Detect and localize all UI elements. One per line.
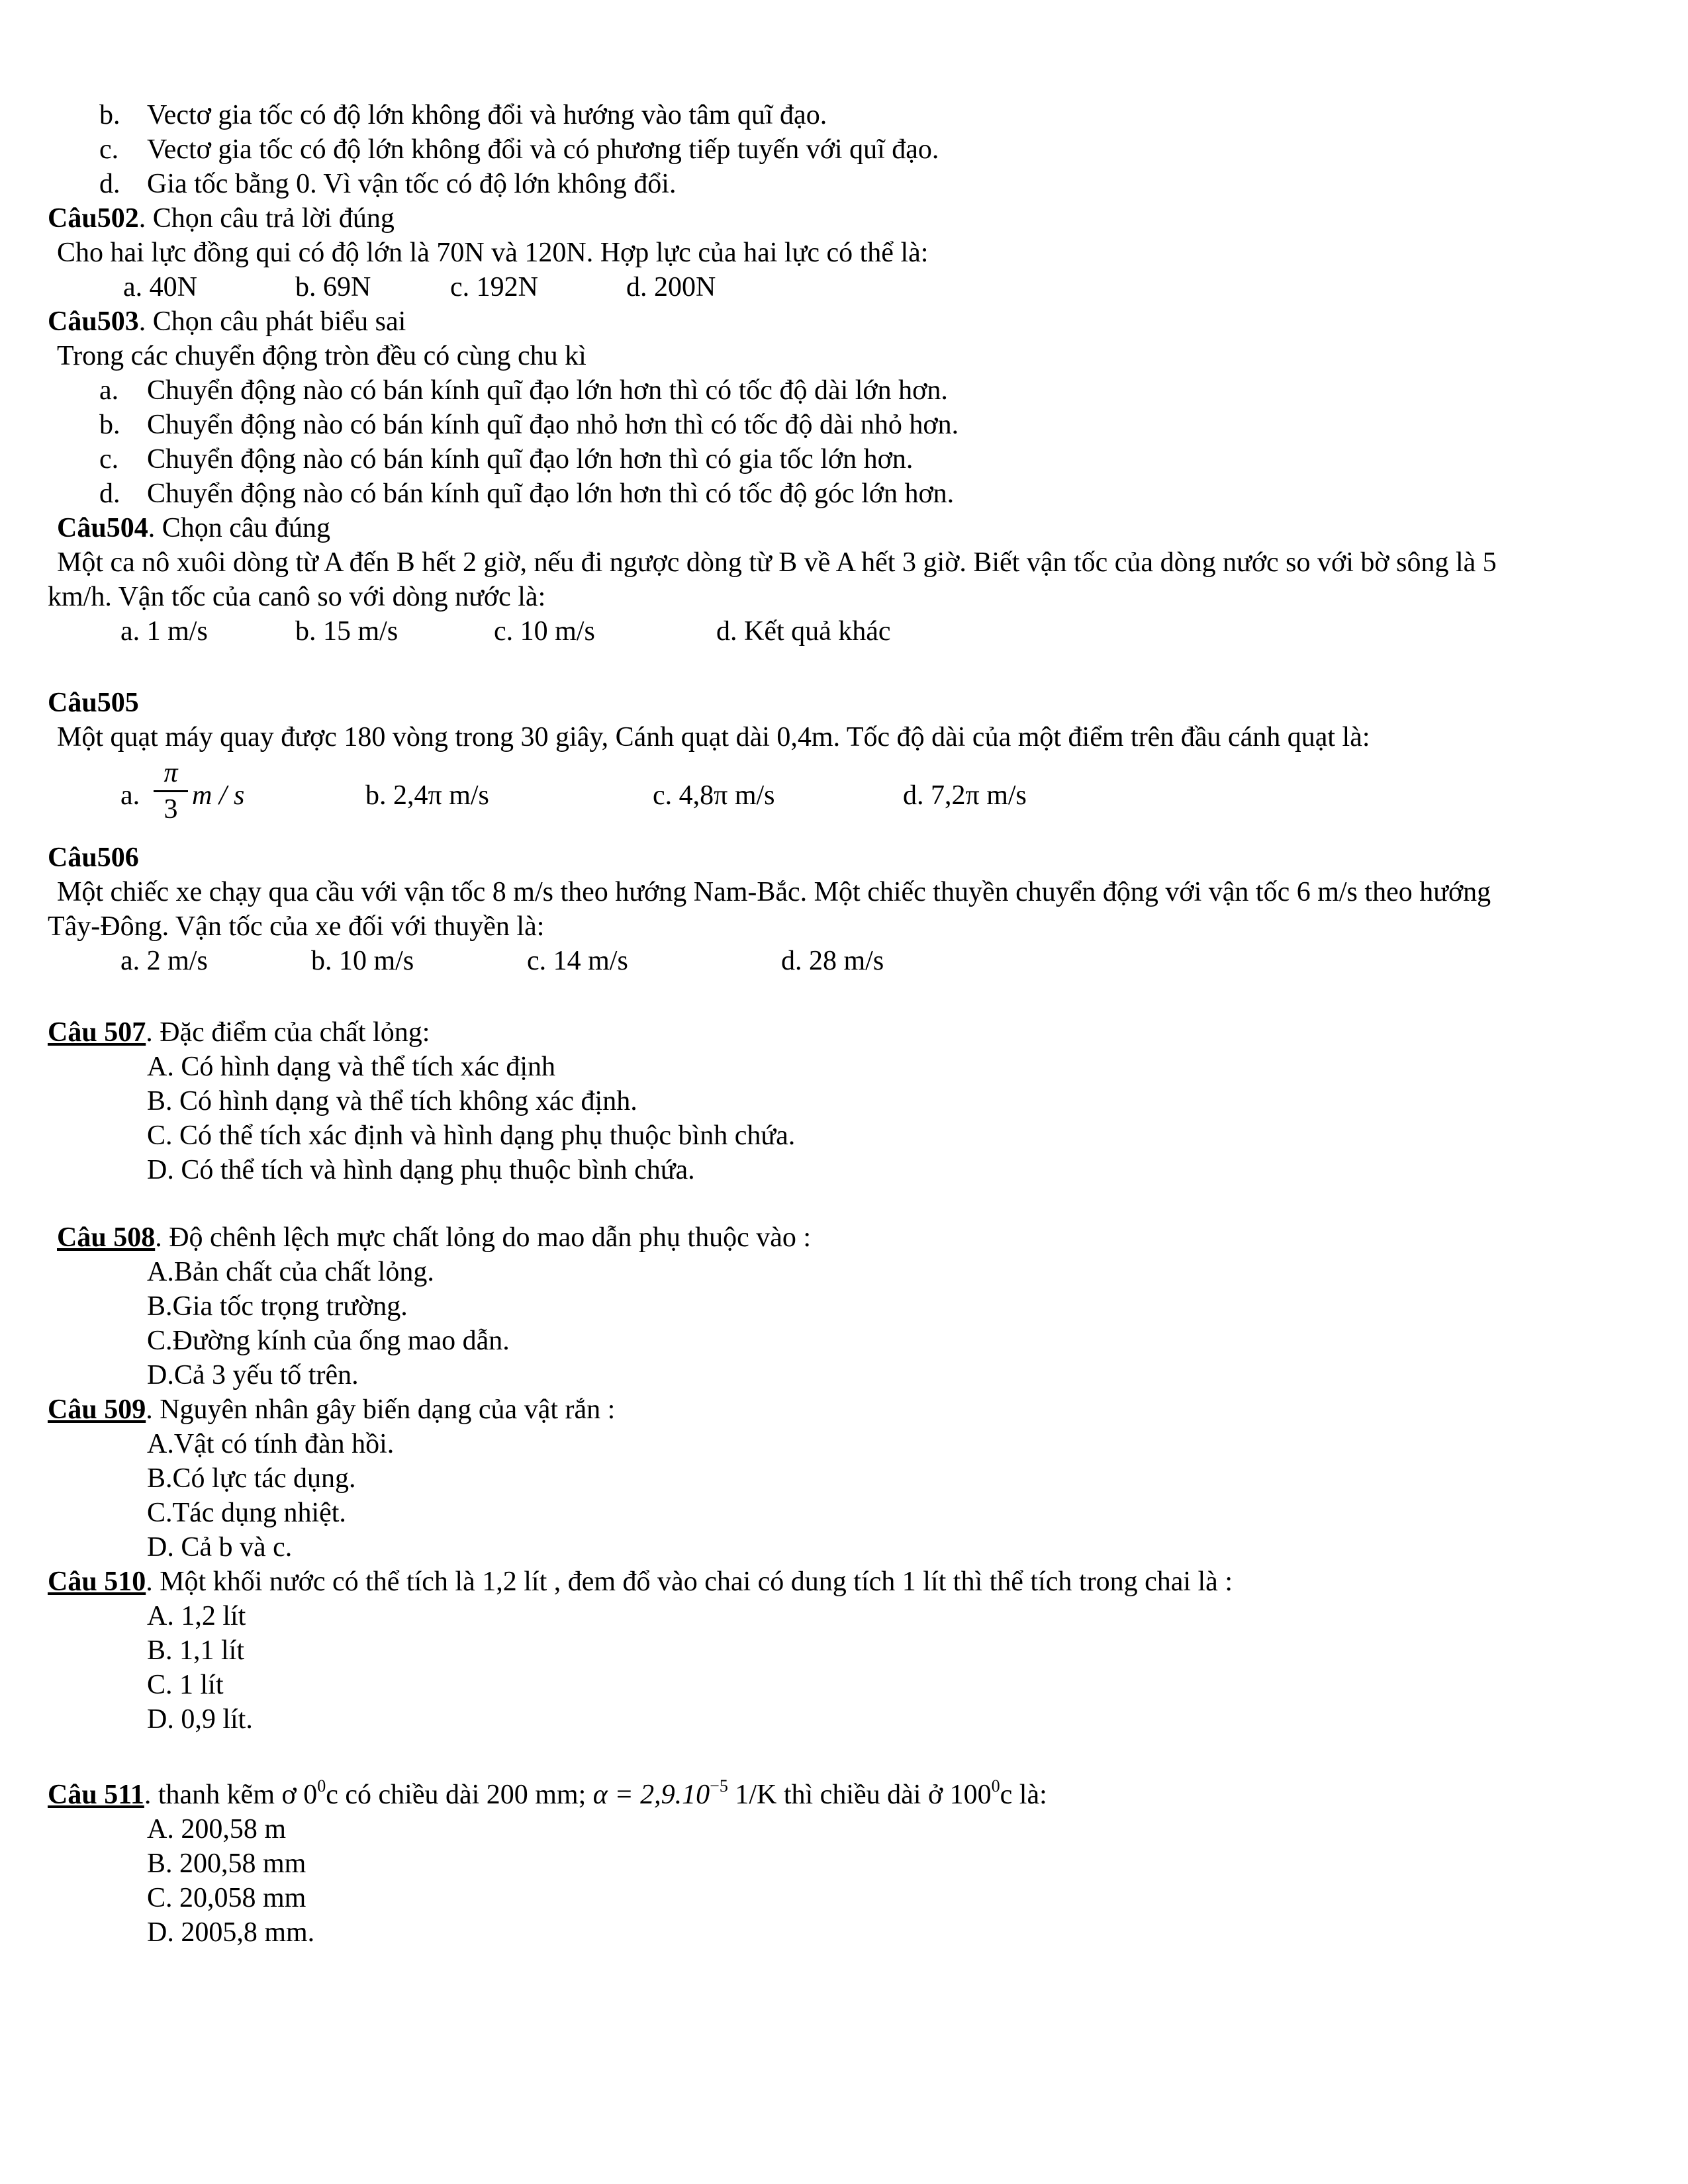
option-D: D. 0,9 lít.: [147, 1704, 253, 1735]
question-instruction: . Một khối nước có thể tích là 1,2 lít , đem đổ vào chai có dung tích 1 lít thì thể tích trong chai là :: [146, 1567, 1233, 1597]
option-b-text: Chuyển động nào có bán kính quĩ đạo nhỏ hơn thì có tốc độ dài nhỏ hơn.: [147, 410, 959, 440]
option-B: B.Gia tốc trọng trường.: [147, 1291, 408, 1322]
option-d-label: d.: [99, 169, 120, 199]
question-instruction: . Độ chênh lệch mực chất lỏng do mao dẫn phụ thuộc vào :: [155, 1222, 812, 1253]
question-heading: [48, 1015, 430, 1050]
option-C: C. 1 lít: [147, 1670, 224, 1700]
option-a-unit: m / s: [192, 780, 245, 811]
question-text-part-3: 1/K thì chiều dài ở: [727, 1780, 950, 1810]
question-heading: [48, 1778, 1047, 1812]
option-B: B.Có lực tác dụng.: [147, 1463, 356, 1494]
question-text-part-1: . thanh kẽm ơ: [144, 1780, 304, 1810]
option-b-label: b.: [99, 100, 120, 130]
option-b: b. 2,4π m/s: [365, 780, 489, 811]
option-d: d. 7,2π m/s: [903, 780, 1027, 811]
option-D: D.Cả 3 yếu tố trên.: [147, 1360, 359, 1390]
question-heading: [48, 201, 395, 236]
option-C: C.Đường kính của ống mao dẫn.: [147, 1326, 510, 1356]
option-c: c. 10 m/s: [494, 616, 595, 647]
option-c: c. 192N: [450, 272, 538, 302]
option-B: B. Có hình dạng và thể tích không xác định.: [147, 1086, 637, 1116]
option-d-text: Chuyển động nào có bán kính quĩ đạo lớn hơn thì có tốc độ góc lớn hơn.: [147, 478, 955, 509]
question-number: Câu505: [48, 688, 139, 718]
question-heading: [48, 304, 406, 339]
option-b: b. 10 m/s: [311, 946, 414, 976]
question-heading: [48, 1392, 615, 1427]
question-heading: [57, 511, 330, 545]
question-number: Câu 511: [48, 1780, 144, 1810]
temperature-end: 100: [949, 1780, 992, 1810]
option-D: D. 2005,8 mm.: [147, 1917, 315, 1948]
question-stem-line-1: Một ca nô xuôi dòng từ A đến B hết 2 giờ, nếu đi ngược dòng từ B về A hết 3 giờ. Biết vận tốc của dòng nước so với bờ sông là 5: [57, 547, 1497, 578]
option-a-text: Chuyển động nào có bán kính quĩ đạo lớn hơn thì có tốc độ dài lớn hơn.: [147, 375, 948, 406]
option-A: A. 200,58 m: [147, 1814, 286, 1844]
option-a: a. 40N: [123, 272, 197, 302]
option-d: d. 200N: [626, 272, 716, 302]
question-number: Câu 509: [48, 1394, 146, 1425]
option-c: c. 4,8π m/s: [653, 780, 775, 811]
question-stem: Một quạt máy quay được 180 vòng trong 30 giây, Cánh quạt dài 0,4m. Tốc độ dài của một điểm trên đầu cánh quạt là:: [57, 722, 1370, 752]
question-stem-line-2: Tây-Đông. Vận tốc của xe đối với thuyền là:: [48, 911, 545, 942]
pi-over-3-fraction: [154, 756, 188, 827]
option-b-label: b.: [99, 410, 120, 440]
option-d-text: Gia tốc bằng 0. Vì vận tốc có độ lớn không đổi.: [147, 169, 677, 199]
option-c: c. 14 m/s: [527, 946, 628, 976]
question-instruction: . Nguyên nhân gây biến dạng của vật rắn :: [146, 1394, 616, 1425]
exponent-superscript: −5: [710, 1776, 728, 1796]
question-stem-line-2: km/h. Vận tốc của canô so với dòng nước là:: [48, 582, 546, 612]
question-instruction: . Chọn câu đúng: [148, 513, 330, 543]
option-B: B. 200,58 mm: [147, 1848, 306, 1879]
option-C: C.Tác dụng nhiệt.: [147, 1498, 346, 1528]
option-c-text: Chuyển động nào có bán kính quĩ đạo lớn hơn thì có gia tốc lớn hơn.: [147, 444, 914, 475]
option-b: b. 15 m/s: [295, 616, 399, 647]
degree-superscript: 0: [991, 1776, 1000, 1796]
question-number: Câu504: [57, 513, 148, 543]
question-number: Câu 510: [48, 1567, 146, 1597]
question-number: Câu502: [48, 203, 139, 234]
question-instruction: . Chọn câu phát biểu sai: [138, 306, 406, 337]
option-d: d. Kết quả khác: [716, 616, 891, 647]
option-A: A.Vật có tính đàn hồi.: [147, 1429, 395, 1459]
option-D: D. Cả b và c.: [147, 1532, 293, 1563]
question-heading: [57, 1220, 811, 1255]
temperature-start: 0: [303, 1780, 318, 1810]
question-text-part-4: c là:: [1000, 1780, 1047, 1810]
fraction-denominator: 3: [164, 794, 178, 825]
option-c-text: Vectơ gia tốc có độ lớn không đổi và có phương tiếp tuyến với quĩ đạo.: [147, 134, 939, 165]
question-text-part-2: c có chiều dài 200 mm;: [326, 1780, 593, 1810]
option-C: C. Có thể tích xác định và hình dạng phụ thuộc bình chứa.: [147, 1120, 796, 1151]
option-d: d. 28 m/s: [781, 946, 884, 976]
option-a-label: a.: [99, 375, 119, 406]
question-number: Câu 508: [57, 1222, 156, 1253]
question-heading: [48, 1565, 1233, 1599]
question-instruction: . Chọn câu trả lời đúng: [138, 203, 395, 234]
question-stem: Cho hai lực đồng qui có độ lớn là 70N và 120N. Hợp lực của hai lực có thể là:: [57, 238, 929, 268]
fraction-numerator: π: [154, 756, 188, 792]
option-A: A. Có hình dạng và thể tích xác định: [147, 1052, 556, 1082]
option-b: b. 69N: [295, 272, 371, 302]
option-D: D. Có thể tích và hình dạng phụ thuộc bình chứa.: [147, 1155, 695, 1185]
option-c-label: c.: [99, 134, 119, 165]
option-A: A. 1,2 lít: [147, 1601, 246, 1631]
option-b-text: Vectơ gia tốc có độ lớn không đổi và hướng vào tâm quĩ đạo.: [147, 100, 827, 130]
option-a: a. 2 m/s: [120, 946, 208, 976]
question-number: Câu506: [48, 842, 139, 873]
question-stem: Trong các chuyển động tròn đều có cùng chu kì: [57, 341, 586, 371]
question-number: Câu 507: [48, 1017, 146, 1048]
option-a: a. 1 m/s: [120, 616, 208, 647]
question-instruction: . Đặc điểm của chất lỏng:: [146, 1017, 430, 1048]
question-number: Câu503: [48, 306, 139, 337]
option-C: C. 20,058 mm: [147, 1883, 306, 1913]
option-c-label: c.: [99, 444, 119, 475]
degree-superscript: 0: [317, 1776, 326, 1796]
option-A: A.Bản chất của chất lỏng.: [147, 1257, 434, 1287]
option-d-label: d.: [99, 478, 120, 509]
option-B: B. 1,1 lít: [147, 1635, 245, 1666]
option-a-label: a.: [120, 780, 140, 811]
alpha-coefficient: α = 2,9.10: [592, 1780, 710, 1810]
question-stem-line-1: Một chiếc xe chạy qua cầu với vận tốc 8 m/s theo hướng Nam-Bắc. Một chiếc thuyền chuyển động với vận tốc 6 m/s theo hướng: [57, 877, 1491, 907]
